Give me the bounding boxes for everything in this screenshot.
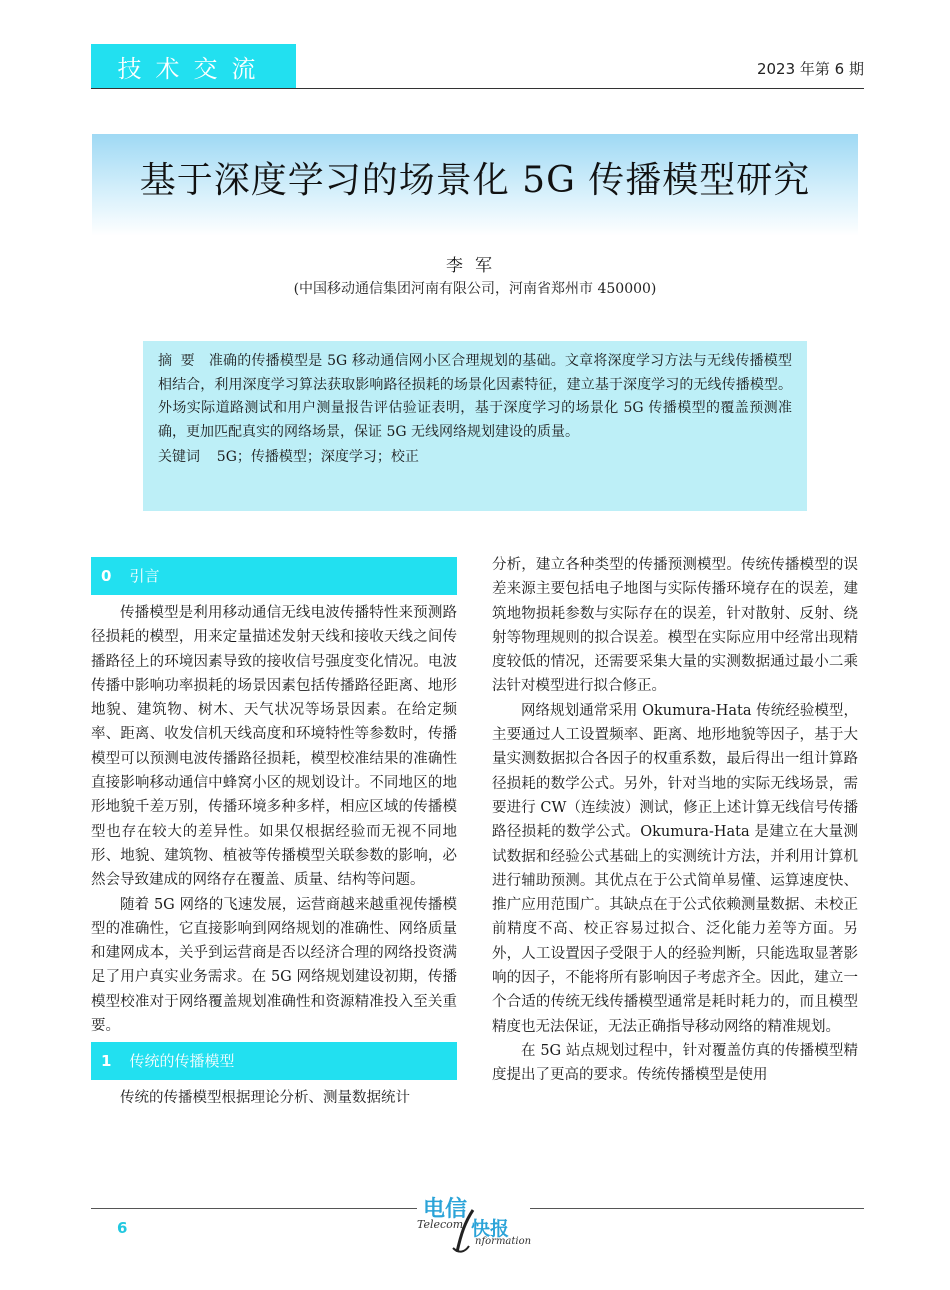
paragraph: 传统的传播模型根据理论分析、测量数据统计 bbox=[120, 1090, 410, 1107]
section-heading-intro bbox=[91, 557, 457, 595]
section-number: 1 bbox=[101, 1052, 112, 1071]
paragraph: 网络规划通常采用 Okumura-Hata 传统经验模型，主要通过人工设置频率、距离、地形地貌等因子，基于大量实测数据拟合各因子的权重系数，最后得出一组计算路径损耗的数学公式。另外，针对当地的实际无线场景，需要进行 CW（连续波）测试，修正上述计算无线信号传播路径损耗的数学公式。Okumura-Hata 是建立在大量测试数据和经验公式基础上的实测统计方法，并利用计算机进行辅助预测。其优点在于公式简单易懂、运算速度快、推广应用范围广。其缺点在于公式依赖测量数据、未校正前精度不高、校正容易过拟合、泛化能力差等方面。另外，人工设置因子受限于人的经验判断，只能选取显著影响的因子，不能将所有影响因子考虑齐全。因此，建立一个合适的传统无线传播模型通常是耗时耗力的，而且模型精度也无法保证，无法正确指导移动网络的精准规划。 bbox=[492, 702, 858, 1035]
abstract-text: 准确的传播模型是 5G 移动通信网小区合理规划的基础。文章将深度学习方法与无线传播模型相结合，利用深度学习算法获取影响路径损耗的场景化因素特征，建立基于深度学习的无线传播模型。外场实际道路测试和用户测量报告评估验证表明，基于深度学习的场景化 5G 传播模型的覆盖预测准确，更加匹配真实的网络场景，保证 5G 无线网络规划建设的质量。 bbox=[158, 353, 792, 440]
keywords-label: 关键词 bbox=[158, 449, 200, 465]
logo-text-cn2: 快报 bbox=[471, 1218, 510, 1240]
footer-rule-right bbox=[530, 1208, 864, 1209]
logo-text-en2: nformation bbox=[475, 1236, 532, 1247]
paragraph: 传播模型是利用移动通信无线电波传播特性来预测路径损耗的模型，用来定量描述发射天线和接收天线之间传播路径上的环境因素导致的接收信号强度变化情况。电波传播中影响功率损耗的场景因素包括传播路径距离、地形地貌、建筑物、树木、天气状况等场景因素。在给定频率、距离、收发信机天线高度和环境特性等参数时，传播模型可以预测电波传播路径损耗，模型校准结果的准确性直接影响移动通信中蜂窝小区的规划设计。不同地区的地形地貌千差万别，传播环境多种多样，相应区域的传播模型也存在较大的差异性。如果仅根据经验而无视不同地形、地貌、建筑物、植被等传播模型关联参数的影响，必然会导致建成的网络存在覆盖、质量、结构等问题。 bbox=[91, 605, 457, 889]
header-rule bbox=[91, 88, 864, 89]
section-title: 引言 bbox=[129, 566, 160, 585]
left-column bbox=[91, 553, 457, 1111]
right-column bbox=[492, 553, 858, 1088]
affiliation: (中国移动通信集团河南有限公司，河南省郑州市 450000) bbox=[293, 281, 657, 297]
footer-rule-left bbox=[91, 1208, 417, 1209]
abstract-box bbox=[143, 341, 807, 511]
page-number: 6 bbox=[117, 1219, 128, 1237]
author: 李军 bbox=[446, 256, 504, 276]
journal-logo bbox=[415, 1192, 533, 1254]
section-heading-traditional bbox=[91, 1042, 457, 1080]
section-title: 传统的传播模型 bbox=[129, 1052, 235, 1071]
abstract-label: 摘要 bbox=[158, 353, 204, 369]
logo-text-en1: Telecom bbox=[417, 1218, 464, 1231]
column-tag: 技术交流 bbox=[91, 44, 296, 88]
logo-text-cn1: 电信 bbox=[423, 1197, 468, 1222]
paragraph: 在 5G 站点规划过程中，针对覆盖仿真的传播模型精度提出了更高的要求。传统传播模型是使用 bbox=[492, 1042, 858, 1084]
section-number: 0 bbox=[101, 566, 112, 585]
paragraph: 随着 5G 网络的飞速发展，运营商越来越重视传播模型的准确性，它直接影响到网络规划的准确性、网络质量和建网成本，关乎到运营商是否以经济合理的网络投资满足了用户真实业务需求。在 5G 网络规划建设初期，传播模型校准对于网络覆盖规划准确性和资源精准投入至关重要。 bbox=[91, 896, 457, 1035]
issue-label: 2023 年第 6 期 bbox=[756, 60, 864, 78]
abstract-body bbox=[158, 350, 792, 444]
keywords-line bbox=[158, 446, 792, 470]
paper-title: 基于深度学习的场景化 5G 传播模型研究 bbox=[139, 160, 811, 201]
paragraph: 分析，建立各种类型的传播预测模型。传统传播模型的误差来源主要包括电子地图与实际传播环境存在的误差，建筑地物损耗参数与实际存在的误差，针对散射、反射、绕射等物理规则的拟合误差。模型在实际应用中经常出现精度较低的情况，还需要采集大量的实测数据通过最小二乘法针对模型进行拟合修正。 bbox=[492, 557, 858, 695]
keywords-text: 5G；传播模型；深度学习；校正 bbox=[216, 449, 419, 465]
